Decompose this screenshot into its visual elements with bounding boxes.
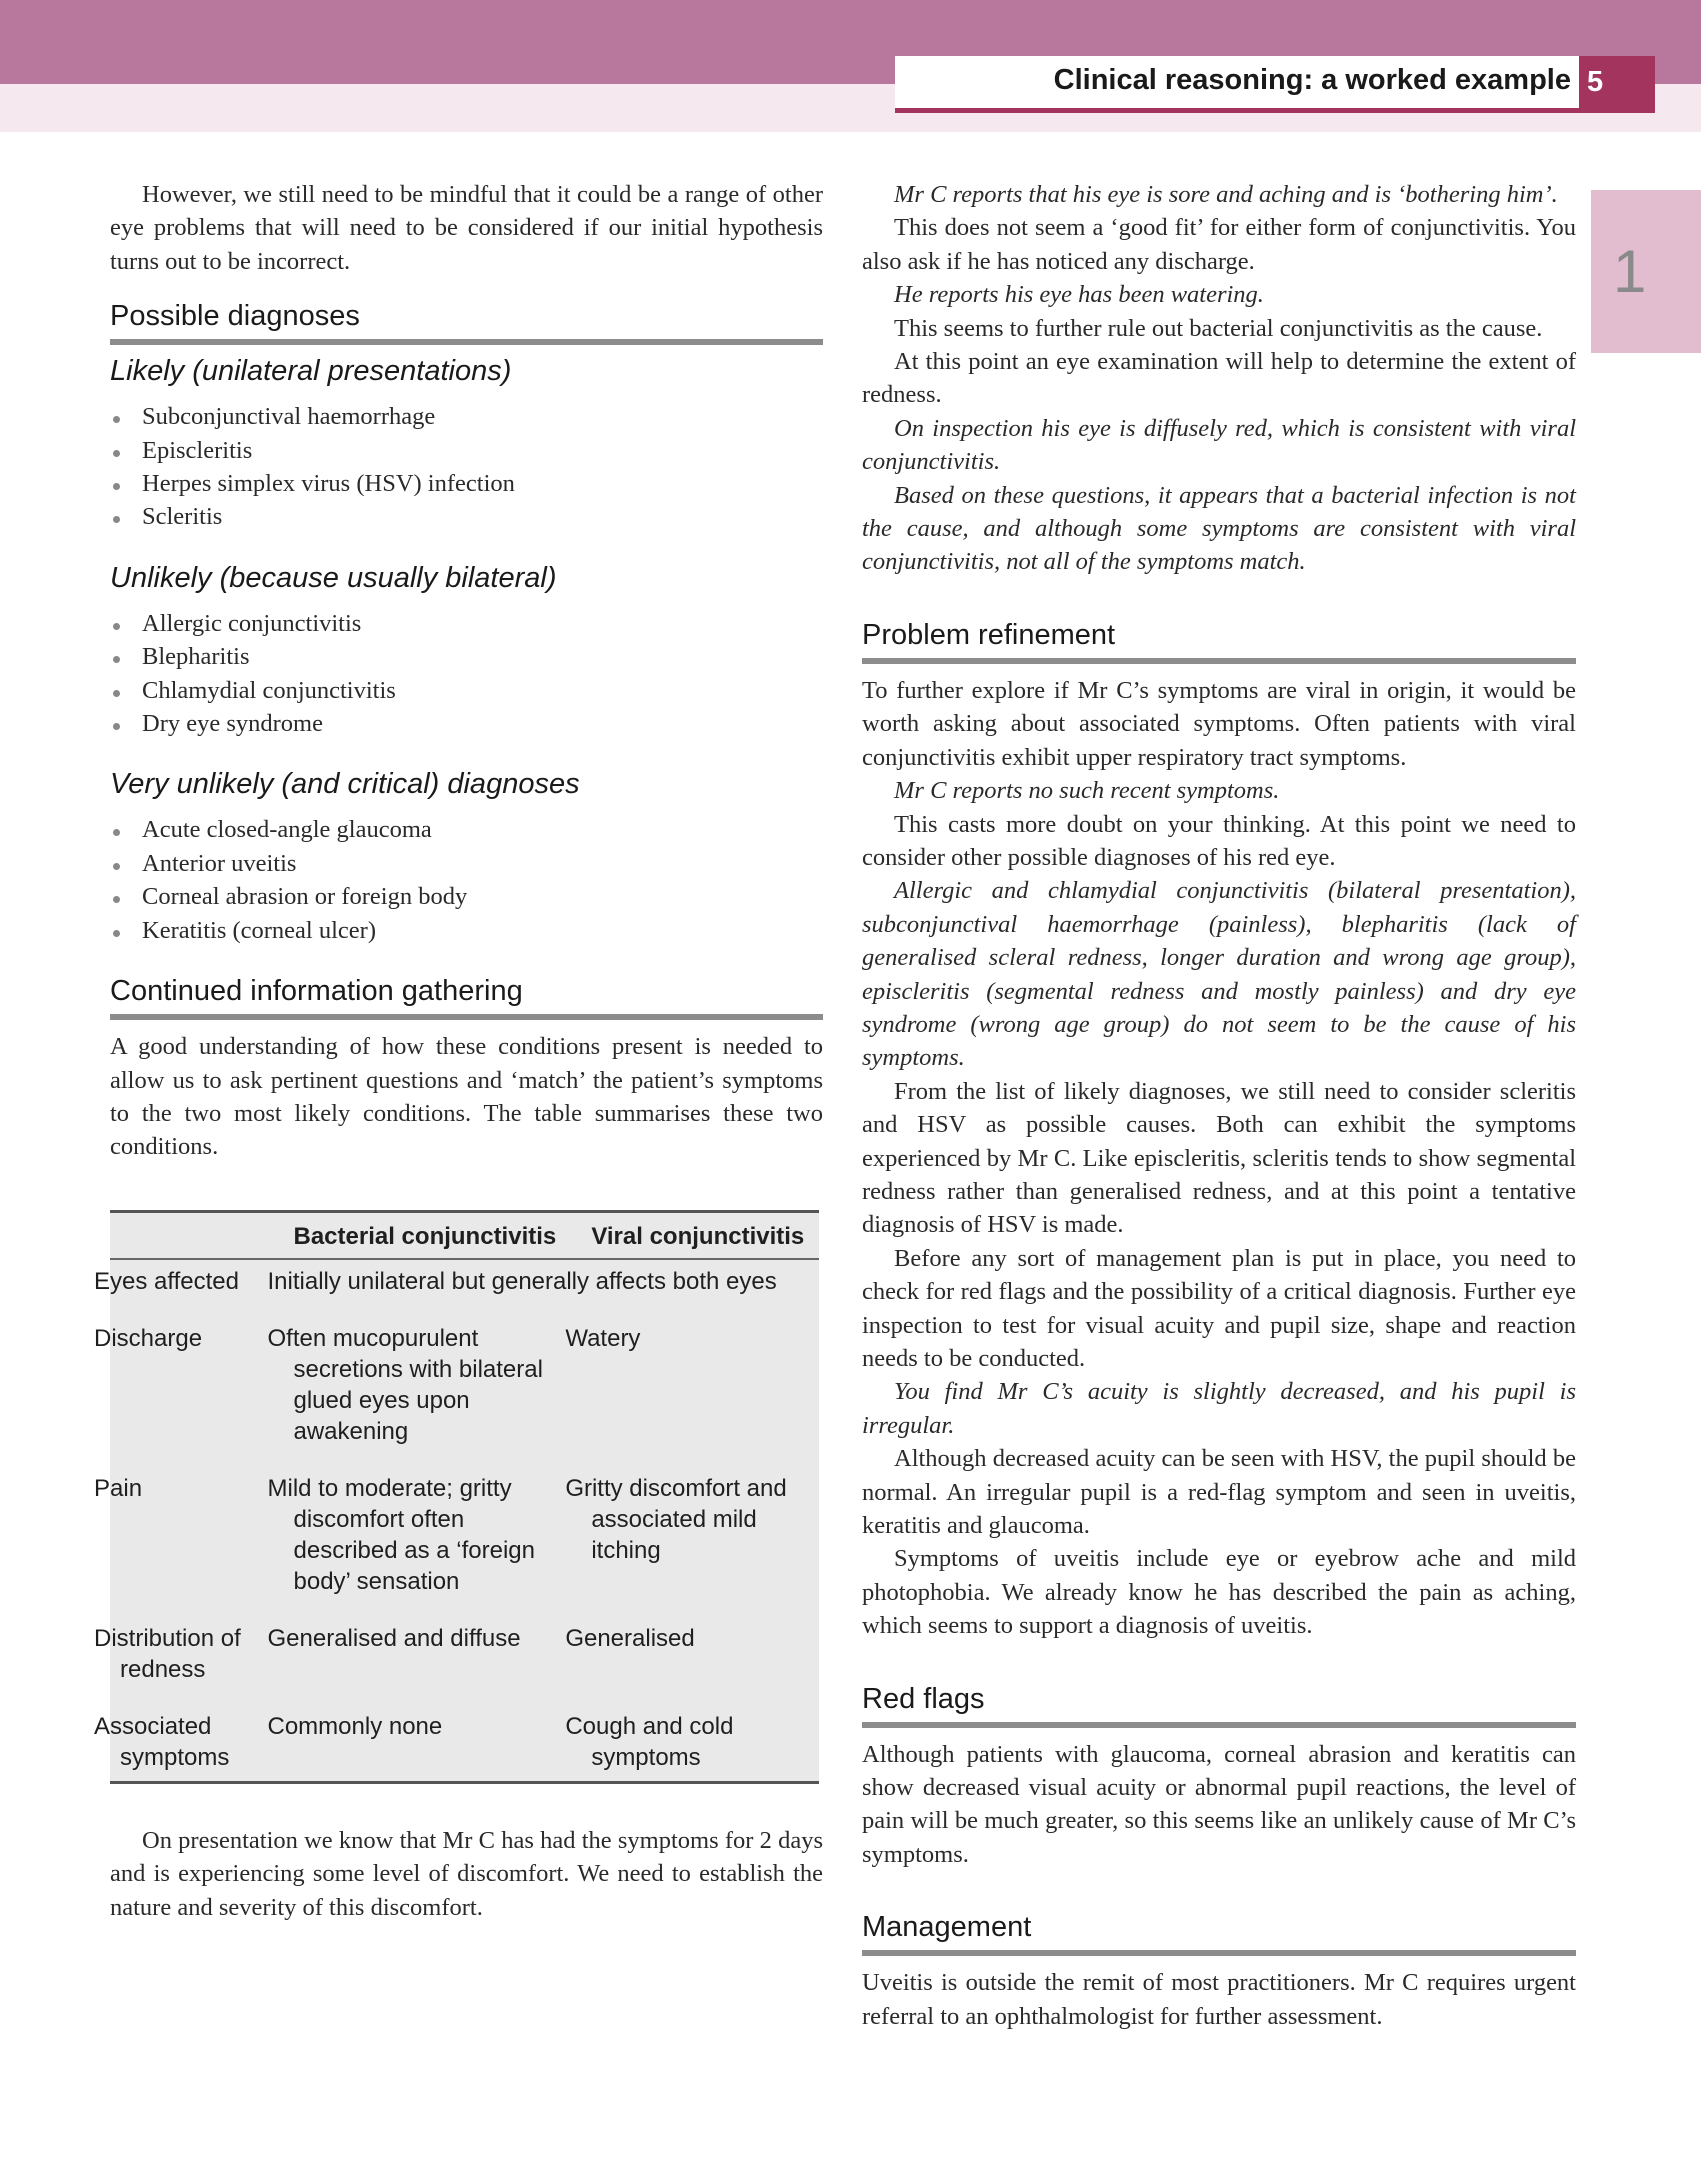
body-paragraph: Based on these questions, it appears that a bacterial infection is not the cause, and although some symptoms are consistent with viral conjunctivitis, not all of the symptoms match.: [862, 481, 1576, 576]
running-header: [895, 56, 1655, 113]
body-paragraph: Although decreased acuity can be seen with HSV, the pupil should be normal. An irregular pupil is a red-flag symptom and seen in uveitis, keratitis and glaucoma.: [862, 1445, 1576, 1540]
table-cell: Generalised and diffuse: [267, 1624, 521, 1652]
body-paragraph: Symptoms of uveitis include eye or eyebrow ache and mild photophobia. We already know he has described the pain as aching, which seems to support a diagnosis of uveitis.: [862, 1545, 1576, 1640]
body-paragraph: He reports his eye has been watering.: [894, 281, 1264, 309]
body-paragraph: From the list of likely diagnoses, we still need to consider scleritis and HSV as possible causes. Both can exhibit the symptoms experienced by Mr C. Like episcleritis, scleritis tends to show segmental redness rather than generalised redness, and at this point a tentative diagnosis of HSV is made.: [862, 1077, 1576, 1239]
chapter-tab: 1: [1591, 190, 1701, 353]
table-row: [110, 1467, 819, 1617]
continued-paragraph: A good understanding of how these conditions present is needed to allow us to ask pertinent questions and ‘match’ the patient’s symptoms to the two most likely conditions. The table summarises these two conditions.: [110, 1033, 823, 1161]
body-paragraph: Mr C reports that his eye is sore and aching and is ‘bothering him’.: [894, 181, 1558, 208]
table-row-label: Discharge: [94, 1324, 203, 1352]
table-row-label: Pain: [94, 1474, 143, 1502]
table-header-cell: Bacterial conjunctivitis: [284, 1211, 582, 1259]
table-cell: Cough and cold symptoms: [565, 1712, 734, 1771]
table-cell: Watery: [565, 1324, 641, 1352]
list-item: Scleritis: [110, 500, 823, 533]
running-header-title: Clinical reasoning: a worked example: [1053, 64, 1571, 96]
table-header-row: [110, 1211, 819, 1259]
section-heading-possible-diagnoses: Possible diagnoses: [110, 300, 823, 345]
body-paragraph: Uveitis is outside the remit of most practitioners. Mr C requires urgent referral to an ophthalmologist for further assessment.: [862, 1969, 1576, 2030]
table-row: [110, 1705, 819, 1783]
table-cell: Generalised: [565, 1624, 695, 1652]
table-row: [110, 1259, 819, 1317]
page-number: 5: [1579, 56, 1655, 108]
table-cell: Often mucopurulent secretions with bilateral glued eyes upon awakening: [267, 1324, 543, 1445]
intro-paragraph: However, we still need to be mindful that it could be a range of other eye problems that will need to be considered if our initial hypothesis turns out to be incorrect.: [110, 181, 823, 275]
list-item: Herpes simplex virus (HSV) infection: [110, 467, 823, 500]
list-item: Blepharitis: [110, 640, 823, 673]
list-item: Chlamydial conjunctivitis: [110, 674, 823, 707]
body-paragraph: This casts more doubt on your thinking. At this point we need to consider other possible diagnoses of his red eye.: [862, 810, 1576, 871]
list-item: Episcleritis: [110, 434, 823, 467]
list-item: Anterior uveitis: [110, 847, 823, 880]
body-paragraph: To further explore if Mr C’s symptoms are viral in origin, it would be worth asking about associated symptoms. Often patients with viral conjunctivitis exhibit upper respiratory tract symptoms.: [862, 676, 1576, 771]
section-heading-problem-refinement: Problem refinement: [862, 619, 1576, 664]
likely-list: [110, 400, 823, 534]
list-item: Subconjunctival haemorrhage: [110, 400, 823, 433]
right-column: [862, 178, 1576, 2033]
list-item: Dry eye syndrome: [110, 707, 823, 740]
left-column: [94, 178, 823, 1924]
list-item: Keratitis (corneal ulcer): [110, 914, 823, 947]
critical-list: [110, 813, 823, 947]
body-paragraph: You find Mr C’s acuity is slightly decreased, and his pupil is irregular.: [862, 1378, 1576, 1439]
subheading-likely: Likely (unilateral presentations): [110, 355, 512, 388]
body-paragraph: Mr C reports no such recent symptoms.: [894, 777, 1280, 805]
subheading-critical: Very unlikely (and critical) diagnoses: [110, 768, 580, 801]
section-heading-red-flags: Red flags: [862, 1683, 1576, 1728]
unlikely-list: [110, 607, 823, 741]
body-paragraph: Allergic and chlamydial conjunctivitis (bilateral presentation), subconjunctival haemorrhage (painless), blepharitis (lack of generalised scleral redness, longer duration and wrong age group), episcleritis (segmental redness and mostly painless) and dry eye syndrome (wrong age group) do not seem to be the cause of his symptoms.: [862, 877, 1576, 1072]
table-row-label: Associated symptoms: [94, 1712, 230, 1771]
section-heading-management: Management: [862, 1911, 1576, 1956]
body-paragraph: Before any sort of management plan is put in place, you need to check for red flags and the possibility of a critical diagnosis. Further eye inspection to test for visual acuity and pupil size, shape and reaction needs to be conducted.: [862, 1244, 1576, 1372]
table-cell: Commonly none: [267, 1712, 443, 1740]
table-header-cell: [110, 1211, 284, 1259]
subheading-unlikely: Unlikely (because usually bilateral): [110, 561, 557, 594]
body-paragraph: This does not seem a ‘good fit’ for either form of conjunctivitis. You also ask if he has noticed any discharge.: [862, 214, 1576, 275]
table-row-label: Distribution of redness: [94, 1624, 241, 1683]
table-row: [110, 1617, 819, 1705]
table-row-label: Eyes affected: [94, 1267, 239, 1295]
section-heading-continued: Continued information gathering: [110, 975, 823, 1020]
list-item: Corneal abrasion or foreign body: [110, 880, 823, 913]
closing-paragraph: On presentation we know that Mr C has had the symptoms for 2 days and is experiencing some level of discomfort. We need to establish the nature and severity of this discomfort.: [110, 1826, 823, 1921]
list-item: Allergic conjunctivitis: [110, 607, 823, 640]
table-header-cell: Viral conjunctivitis: [581, 1211, 819, 1259]
table-cell: Initially unilateral but generally affects both eyes: [267, 1267, 777, 1295]
comparison-table: [94, 1210, 819, 1784]
body-paragraph: This seems to further rule out bacterial conjunctivitis as the cause.: [894, 314, 1543, 342]
body-paragraph: Although patients with glaucoma, corneal abrasion and keratitis can show decreased visual acuity or abnormal pupil reactions, the level of pain will be much greater, so this seems like an unlikely cause of Mr C’s symptoms.: [862, 1740, 1576, 1868]
list-item: Acute closed-angle glaucoma: [110, 813, 823, 846]
body-paragraph: On inspection his eye is diffusely red, which is consistent with viral conjunctivitis.: [862, 414, 1576, 476]
body-paragraph: At this point an eye examination will help to determine the extent of redness.: [862, 348, 1576, 409]
table-row: [110, 1317, 819, 1467]
table-cell: Mild to moderate; gritty discomfort often described as a ‘foreign body’ sensation: [267, 1474, 535, 1595]
table-cell: Gritty discomfort and associated mild itching: [565, 1474, 787, 1564]
